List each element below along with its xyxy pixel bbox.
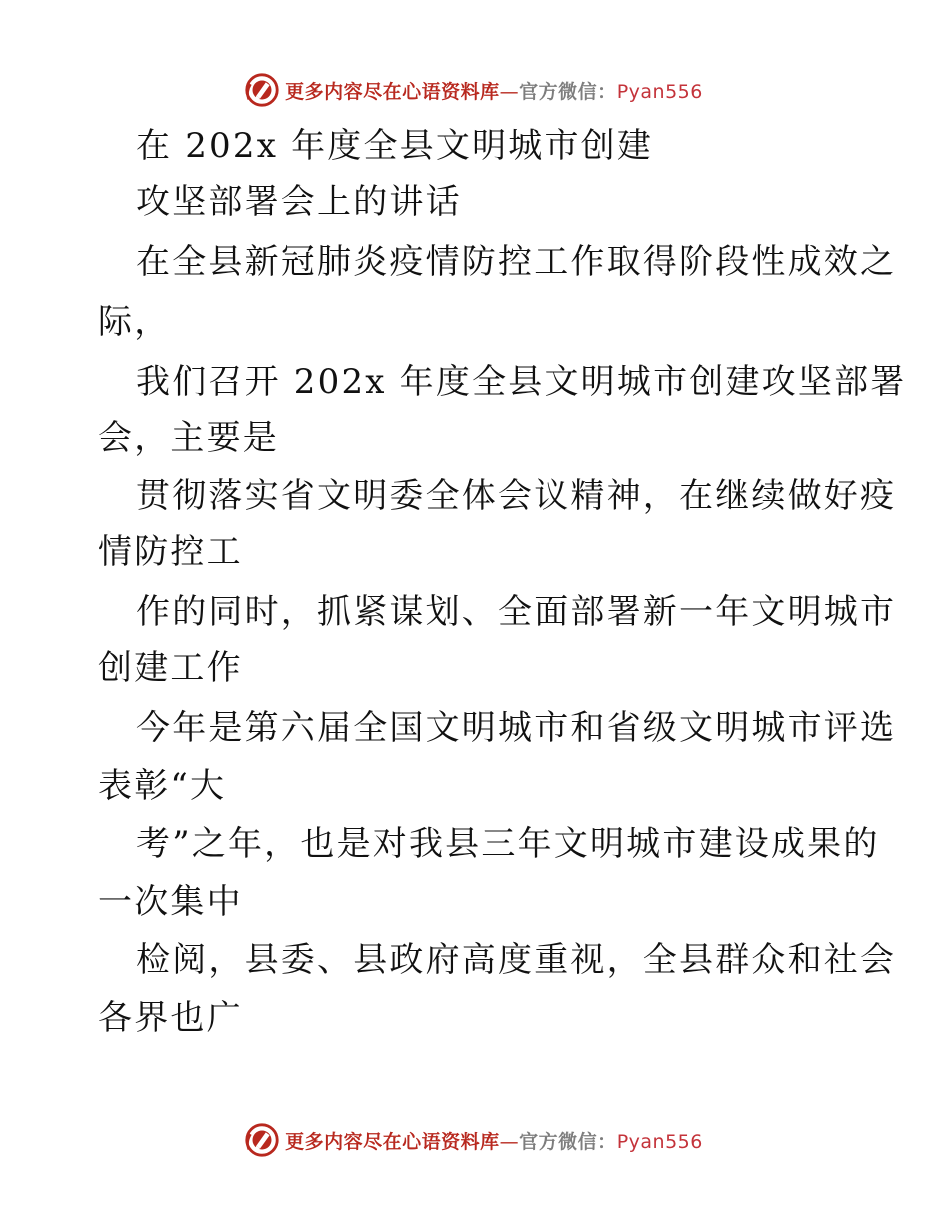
paragraph-line: 检阅，县委、县政府高度重视，全县群众和社会 [136, 940, 897, 980]
wechat-label: 官方微信： [519, 80, 617, 103]
footer-watermark-banner [0, 1118, 950, 1162]
header-watermark-banner [0, 68, 950, 112]
wechat-id: Pyan556 [616, 1130, 703, 1153]
paragraph-line: 在全县新冠肺炎疫情防控工作取得阶段性成效之 [136, 242, 897, 282]
banner-text [285, 77, 703, 104]
brand-text: 更多内容尽在心语资料库 [285, 1130, 500, 1153]
paragraph-line: 会，主要是 [98, 418, 279, 458]
paragraph-line: 表彰“大 [98, 766, 227, 806]
paragraph-line: 贯彻落实省文明委全体会议精神，在继续做好疫 [136, 476, 897, 516]
banner-content [243, 1121, 703, 1159]
paragraph-line: 创建工作 [98, 648, 243, 688]
paragraph-line: 各界也广 [98, 998, 243, 1038]
banner-separator: — [499, 1130, 520, 1153]
title-line-1: 在 202x 年度全县文明城市创建 [136, 126, 654, 166]
paragraph-line: 一次集中 [98, 882, 243, 922]
banner-text [285, 1127, 703, 1154]
title-line-2: 攻坚部署会上的讲话 [136, 182, 462, 222]
banner-separator: — [499, 80, 520, 103]
paragraph-line: 我们召开 202x 年度全县文明城市创建攻坚部署 [136, 362, 907, 402]
paragraph-line: 作的同时，抓紧谋划、全面部署新一年文明城市 [136, 592, 897, 632]
pen-nib-circle-logo-icon [243, 71, 281, 109]
paragraph-line: 今年是第六届全国文明城市和省级文明城市评选 [136, 708, 897, 748]
brand-text: 更多内容尽在心语资料库 [285, 80, 500, 103]
banner-content [243, 71, 703, 109]
paragraph-line: 考”之年，也是对我县三年文明城市建设成果的 [136, 824, 880, 864]
paragraph-line: 际， [98, 302, 171, 342]
wechat-label: 官方微信： [519, 1130, 617, 1153]
paragraph-line: 情防控工 [98, 532, 243, 572]
wechat-id: Pyan556 [616, 80, 703, 103]
pen-nib-circle-logo-icon [243, 1121, 281, 1159]
